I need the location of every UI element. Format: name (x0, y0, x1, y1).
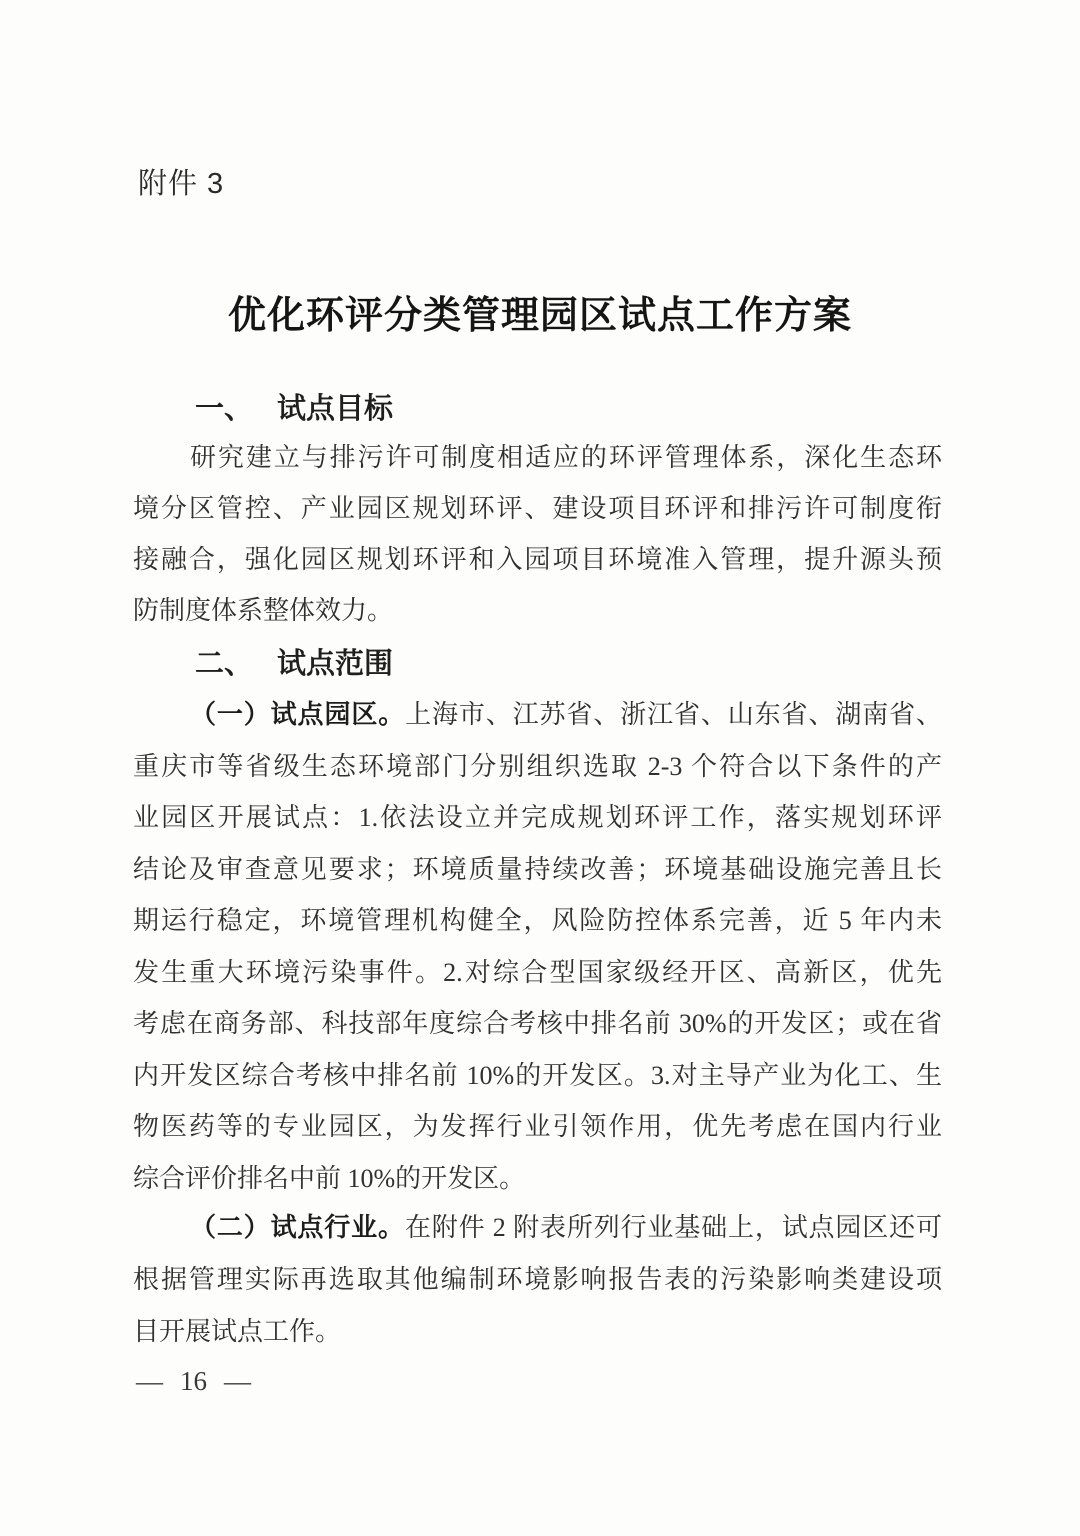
section-1-paragraph (133, 432, 942, 636)
section-1-number: 一、 (195, 393, 254, 425)
body-line: 研究建立与排污许可制度相适应的环评管理体系，深化生态环 (190, 443, 942, 472)
section-1-title: 试点目标 (277, 393, 394, 425)
body-line: 重庆市等省级生态环境部门分别组织选取 2-3 个符合以下条件的产 (133, 751, 942, 781)
section-2-item-2-paragraph (133, 1202, 942, 1358)
body-line: 内开发区综合考核中排名前 10%的开发区。3.对主导产业为化工、生 (133, 1060, 942, 1090)
body-line: 物医药等的专业园区，为发挥行业引领作用，优先考虑在国内行业 (133, 1112, 942, 1141)
body-line: 结论及审查意见要求；环境质量持续改善；环境基础设施完善且长 (133, 854, 942, 884)
body-line: 综合评价排名中前 10%的开发区。 (133, 1163, 526, 1193)
footer-dash-right: — (224, 1366, 251, 1396)
item-2-label: （二）试点行业。 (190, 1213, 405, 1242)
body-line: 接融合，强化园区规划环评和入园项目环境准入管理，提升源头预 (133, 545, 942, 574)
body-line (133, 1202, 942, 1254)
section-2-title: 试点范围 (277, 648, 394, 680)
item-1-label: （一）试点园区。 (190, 700, 406, 729)
item-2-first-line-text: 在附件 2 附表所列行业基础上，试点园区还可 (404, 1213, 942, 1242)
body-line: 期运行稳定，环境管理机构健全，风险防控体系完善，近 5 年内未 (133, 906, 942, 935)
body-line: 境分区管控、产业园区规划环评、建设项目环评和排污许可制度衔 (133, 494, 942, 523)
section-2-number: 二、 (195, 648, 254, 680)
body-line: 根据管理实际再选取其他编制环境影响报告表的污染影响类建设项 (133, 1265, 942, 1294)
body-line: 目开展试点工作。 (133, 1317, 342, 1346)
document-title: 优化环评分类管理园区试点工作方案 (227, 295, 852, 338)
page-number: 16 (180, 1366, 207, 1396)
item-1-first-line-text: 上海市、江苏省、浙江省、山东省、湖南省、 (405, 700, 942, 729)
section-2-item-1-paragraph (133, 689, 942, 1204)
body-line: 考虑在商务部、科技部年度综合考核中排名前 30%的开发区；或在省 (133, 1009, 942, 1038)
footer-dash-left: — (136, 1366, 163, 1396)
body-line: 业园区开展试点：1.依法设立并完成规划环评工作，落实规划环评 (133, 803, 942, 832)
page-footer (136, 1363, 251, 1399)
body-line: 发生重大环境污染事件。2.对综合型国家级经开区、高新区，优先 (133, 957, 942, 987)
section-1-heading (195, 389, 393, 429)
section-2-heading (195, 644, 393, 684)
body-line (133, 689, 942, 741)
attachment-label: 附件 3 (138, 168, 225, 200)
body-line: 防制度体系整体效力。 (133, 596, 394, 625)
